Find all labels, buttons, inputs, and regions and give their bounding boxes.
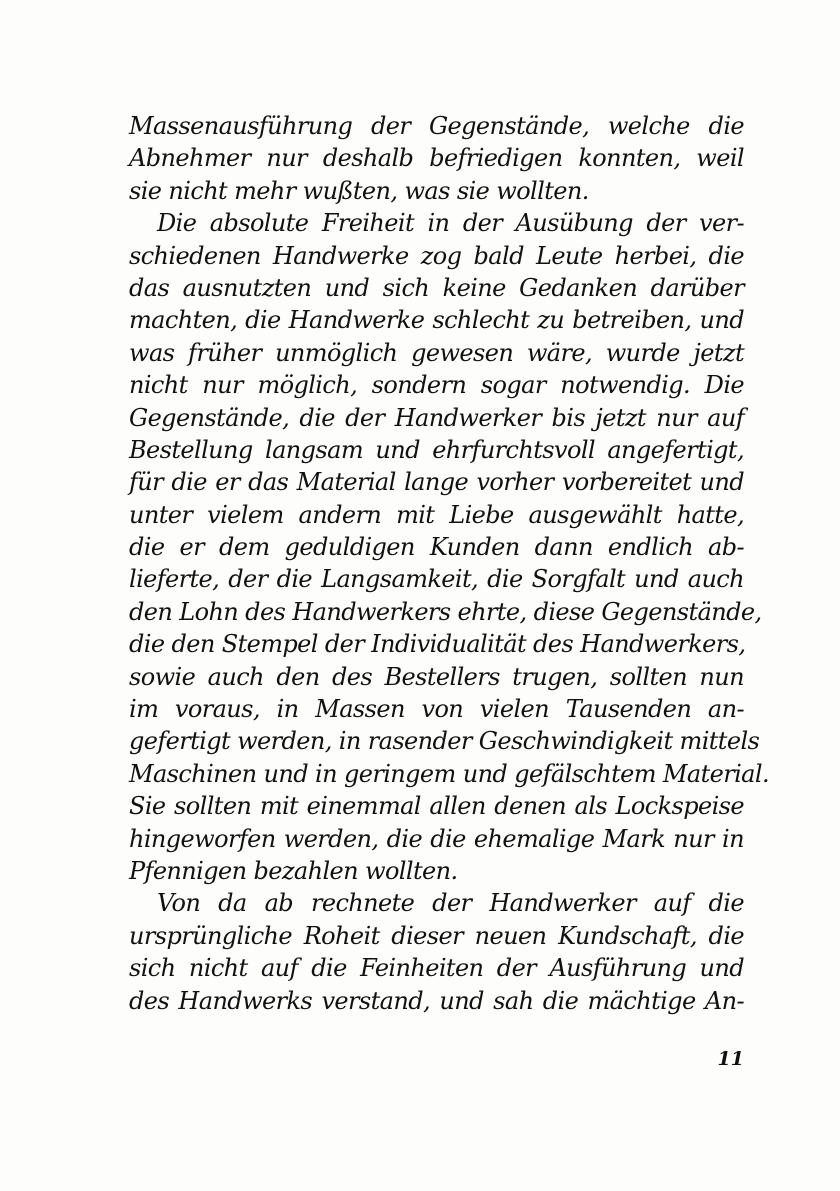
text-line: im voraus, in Massen von vielen Tausenden an- (129, 695, 744, 724)
text-line: Von da ab rechnete der Handwerker auf die (157, 889, 744, 918)
text-line: schiedenen Handwerke zog bald Leute herbei, die (129, 241, 744, 270)
text-line: den Lohn des Handwerkers ehrte, diese Gegenstände, (129, 597, 762, 626)
text-line: was früher unmöglich gewesen wäre, wurde jetzt (129, 338, 744, 367)
text-line: Bestellung langsam und ehrfurchtsvoll angefertigt, (129, 435, 744, 464)
text-line: des Handwerks verstand, und sah die mächtige An- (129, 986, 744, 1015)
text-line: ursprüngliche Roheit dieser neuen Kundschaft, die (129, 921, 744, 950)
text-line: die den Stempel der Individualität des Handwerkers, (129, 630, 746, 659)
text-line: die er dem geduldigen Kunden dann endlich ab- (129, 533, 744, 562)
text-line: hingeworfen werden, die die ehemalige Mark nur in (129, 824, 744, 853)
text-line: sowie auch den des Bestellers trugen, sollten nun (129, 662, 744, 691)
text-line: Die absolute Freiheit in der Ausübung der ver- (157, 209, 744, 238)
text-line: sich nicht auf die Feinheiten der Ausführung und (129, 954, 744, 983)
text-line: lieferte, der die Langsamkeit, die Sorgfalt und auch (129, 565, 744, 594)
text-line: machten, die Handwerke schlecht zu betreiben, und (129, 306, 744, 335)
text-line: sie nicht mehr wußten, was sie wollten. (129, 176, 589, 205)
text-line: gefertigt werden, in rasender Geschwindigkeit mittels (129, 727, 760, 756)
text-line: Massenausführung der Gegenstände, welche die (129, 112, 744, 140)
text-line: Abnehmer nur deshalb befriedigen konnten, weil (129, 144, 744, 173)
text-line: Sie sollten mit einemmal allen denen als Lockspeise (129, 792, 744, 821)
body-text (129, 110, 769, 1017)
text-line: Gegenstände, die der Handwerker bis jetzt nur auf (129, 403, 744, 432)
text-line: nicht nur möglich, sondern sogar notwendig. Die (129, 371, 744, 400)
text-line: für die er das Material lange vorher vorbereitet und (129, 468, 744, 497)
text-line: Maschinen und in geringem und gefälschtem Material. (129, 759, 769, 788)
page-number: 11 (717, 1048, 744, 1070)
text-line: Pfennigen bezahlen wollten. (129, 856, 458, 885)
text-line: das ausnutzten und sich keine Gedanken darüber (129, 273, 744, 302)
text-line: unter vielem andern mit Liebe ausgewählt hatte, (129, 500, 744, 529)
